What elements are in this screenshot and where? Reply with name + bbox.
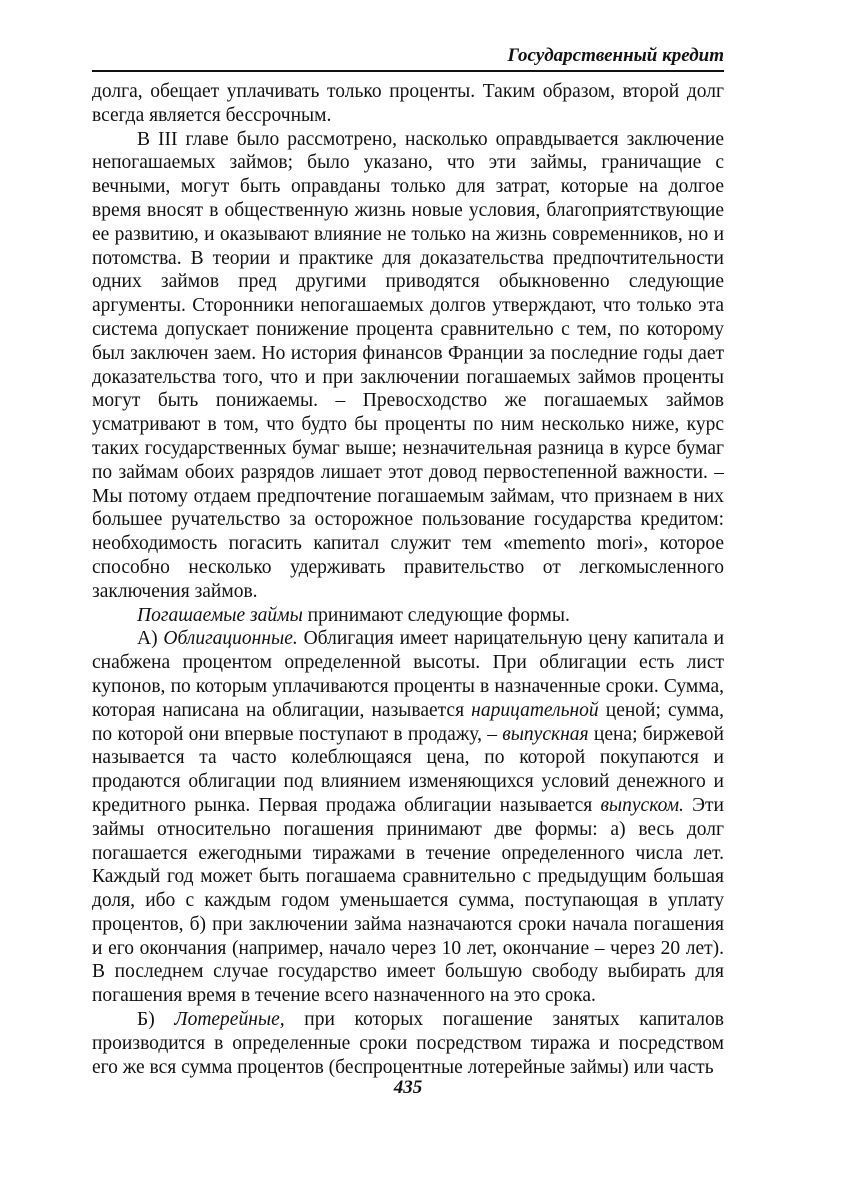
text-run: А) xyxy=(137,628,164,650)
paragraph xyxy=(92,627,724,1008)
paragraph: долга, обещает уплачивать только проценты. Таким образом, второй долг всегда является бессрочным. xyxy=(92,81,724,126)
emphasis: нарицательной xyxy=(471,699,599,721)
emphasis: Погашаемые займы xyxy=(137,604,303,626)
text-run: Эти займы относительно погашения принимают две формы: а) весь долг погашается ежегодными тиражами в течение определенного числа лет. Каждый год может быть погашаема сравнительно с предыдущим большая доля, ибо с каждым годом уменьшается сумма, поступающая в уплату процентов, б) при заключении займа назначаются сроки начала погашения и его окончания (например, начало через 10 лет, окончание – через 20 лет). В последнем случае государство имеет большую свободу выбирать для погашения время в течение всего назначенного на это срока. xyxy=(92,794,724,1007)
text-run: при которых погашение занятых капиталов производится в определенные сроки посредством тиража и посредством его же вся сумма процентов (беспроцентные лотерейные займы) или часть xyxy=(92,1009,725,1078)
running-header xyxy=(92,44,724,72)
emphasis: выпускная xyxy=(502,723,589,745)
text-run: Облигация имеет нарицательную цену капитала и снабжена процентом определенной высоты. При облигации есть лист купонов, по которым уплачиваются проценты в назначенные сроки. Сумма, которая написана на облигации, называется xyxy=(92,628,725,721)
paragraph: В III главе было рассмотрено, насколько оправдывается заключение непогашаемых займов; было указано, что эти займы, граничащие с вечными, могут быть оправданы только для затрат, которые на долгое время вносят в общественную жизнь новые условия, благоприятствующие ее развитию, и оказывают влияние не только на жизнь современников, но и потомства. В теории и практике для доказательства предпочтительности одних займов пред другими приводятся обыкновенно следующие аргументы. Сторонники непогашаемых долгов утверждают, что только эта система допускает понижение процента сравнительно с тем, по которому был заключен заем. Но история финансов Франции за последние годы дает доказательства того, что и при заключении погашаемых займов проценты могут быть понижаемы. – Превосходство же погашаемых займов усматривают в том, что будто бы проценты по ним несколько ниже, курс таких государственных бумаг выше; незначительная разница в курсе бумаг по займам обоих разрядов лишает этот довод первостепенной важности. – Мы потому отдаем предпочтение погашаемым займам, что признаем в них большее ручательство за осторожное пользование государства кредитом: необходимость погасить капитал служит тем «memento mori», которое способно несколько удерживать правительство от легкомысленного заключения займов. xyxy=(92,128,724,602)
text-run: принимают следующие формы. xyxy=(302,604,570,626)
text-run: Б) xyxy=(137,1009,175,1031)
paragraph xyxy=(92,1008,724,1079)
page-footer xyxy=(92,1077,724,1099)
paragraph xyxy=(92,604,724,628)
page-number: 435 xyxy=(393,1077,423,1098)
page-body xyxy=(92,80,724,1079)
running-header-title: Государственный кредит xyxy=(507,45,724,66)
emphasis: Облигационные. xyxy=(163,628,298,650)
text-run: цена; биржевой называется та часто колеблющаяся цена, по которой покупаются и продаются облигации под влиянием изменяющихся условий денежного и кредитного рынка. Первая продажа облигации называется xyxy=(92,723,724,816)
emphasis: выпуском. xyxy=(600,794,684,816)
text-run: ценой; сумма, по которой они впервые поступают в продажу, – xyxy=(92,699,724,745)
emphasis: Лотерейные, xyxy=(174,1009,285,1031)
